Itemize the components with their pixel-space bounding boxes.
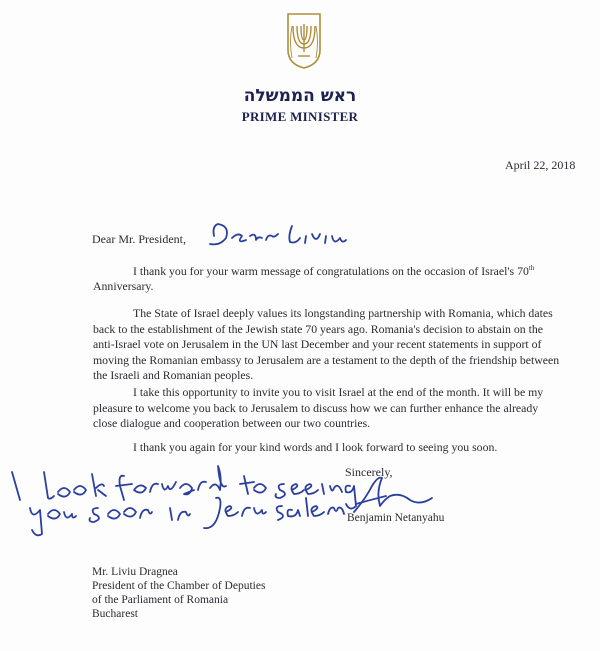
ordinal-suffix: th (528, 264, 535, 272)
recipient-address (92, 565, 265, 621)
paragraph-1-text: I thank you for your warm message of congratulations on the occasion of Israel's 70 (133, 263, 529, 278)
handwritten-note-line-1 (12, 466, 356, 509)
paragraph-3: I take this opportunity to invite you to visit Israel at the end of the month. It will be my pleasure to welcome you back to Jerusalem to discuss how we can further enhance the already close dialogue and cooperation between our two countries. (93, 385, 544, 430)
paragraph-1-text-end: Anniversary. (93, 279, 154, 294)
handwritten-salutation (210, 224, 346, 244)
recipient-line: President of the Chamber of Deputies (92, 580, 266, 592)
letter-date: April 22, 2018 (505, 158, 576, 172)
recipient-line: Mr. Liviu Dragnea (92, 566, 178, 578)
paragraph-2: The State of Israel deeply values its longstanding partnership with Romania, which dates back to the establishment of the Jewish state 70 years ago. Romania's decision to abstain on the anti-Israel vote on Jerusalem in the UN last December and your recent statements in support of moving the Romanian embassy to Jerusalem are a testament to the depth of the friendship between the Israeli and Romanian peoples. (93, 306, 560, 382)
signer-name: Benjamin Netanyahu (347, 512, 445, 524)
closing: Sincerely, (345, 465, 393, 479)
letterhead-english-title: PRIME MINISTER (241, 109, 359, 124)
letterhead-hebrew-title: ראש הממשלה (243, 86, 357, 106)
paragraph-4: I thank you again for your kind words and I look forward to seeing you soon. (133, 440, 498, 454)
handwritten-note-line-2 (30, 498, 344, 536)
recipient-line: of the Parliament of Romania (92, 594, 229, 606)
signature (354, 478, 432, 512)
paragraph-1 (93, 261, 553, 295)
salutation: Dear Mr. President, (92, 232, 186, 246)
recipient-line: Bucharest (92, 608, 138, 620)
menorah-emblem-icon (284, 12, 324, 70)
